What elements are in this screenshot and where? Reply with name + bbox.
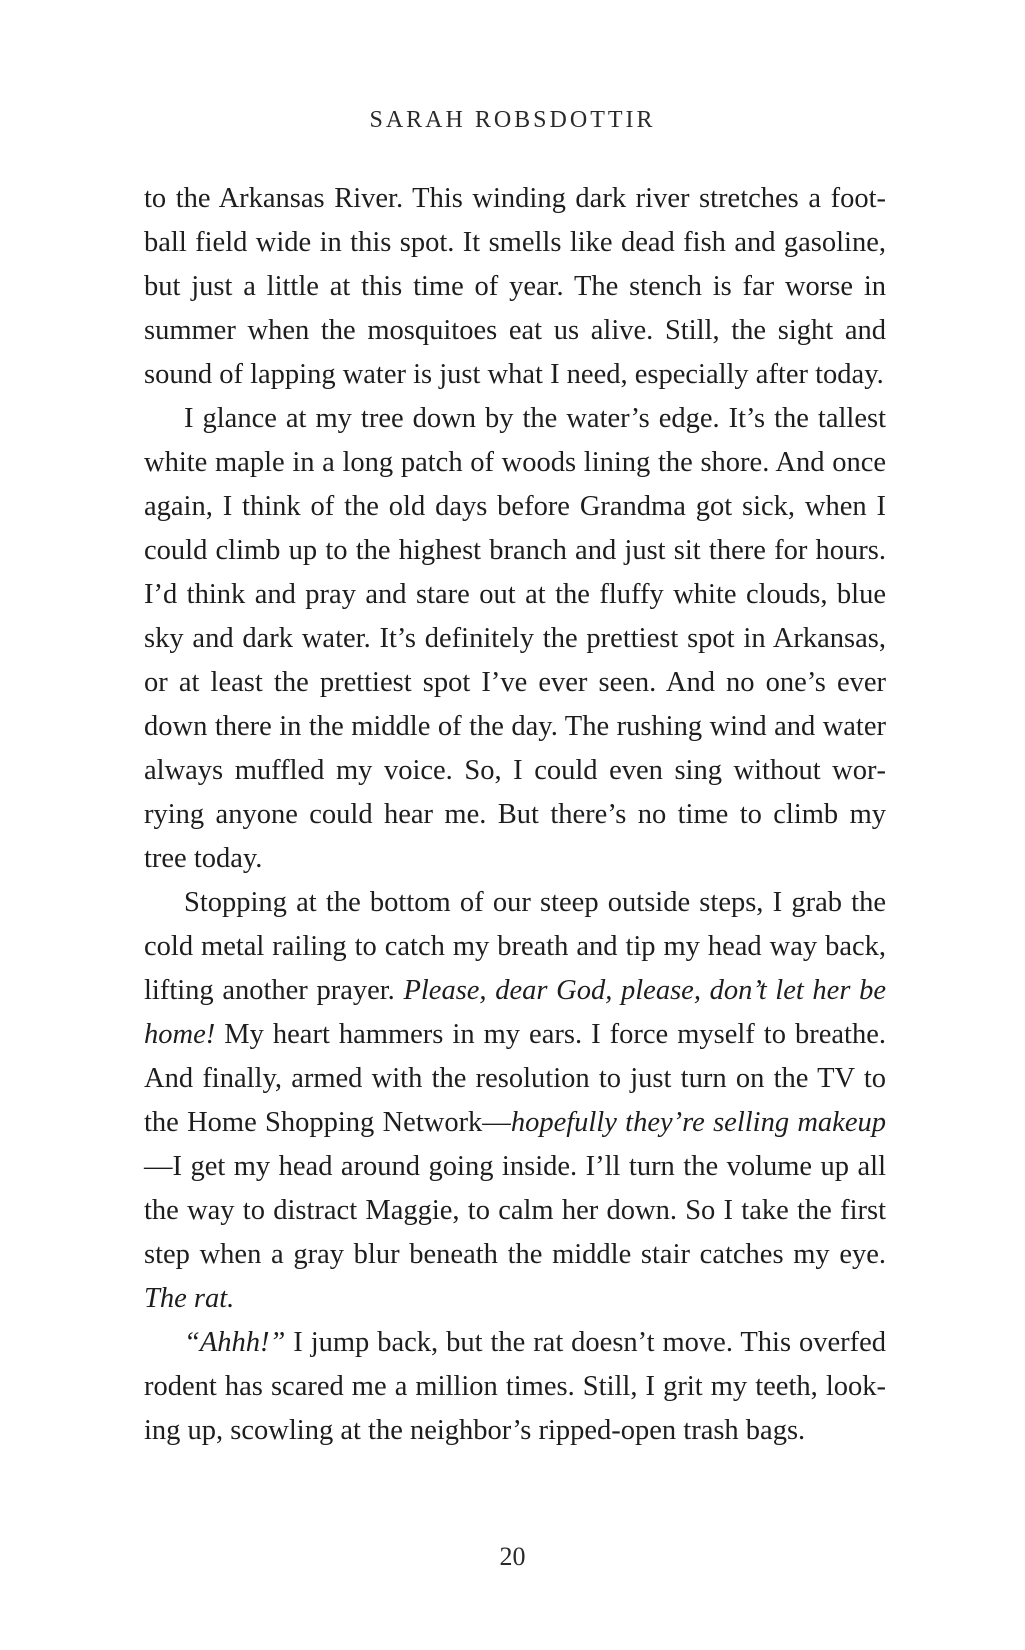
paragraph-3-text-c: My heart hammers in my ears. I force myself to breathe. And finally, armed with the resolution to just turn on the TV to the Home Shopping Network—: [144, 1019, 886, 1138]
paragraph-1: to the Arkansas River. This winding dark river stretches a football field wide in this spot. It smells like dead fish and gasoline, but just a little at this time of year. The stench is far worse in summer when the mosquitoes eat us alive. Still, the sight and sound of lapping water is just what I need, especially after today.: [144, 183, 886, 390]
paragraph-3: [144, 881, 886, 1321]
paragraph-4-text-b: I jump back, but the rat doesn’t move. This overfed rodent has scared me a million times. Still, I grit my teeth, looking up, scowling at the neighbor’s ripped-open trash bags.: [144, 1327, 886, 1446]
page-body: [144, 177, 886, 1453]
paragraph-3-rat-italic: The rat.: [144, 1283, 235, 1314]
paragraph-3-makeup-italic: hopefully they’re selling makeup: [510, 1107, 886, 1138]
paragraph-4-exclamation-italic: “Ahhh!”: [184, 1327, 286, 1358]
paragraph-3-prayer-italic: Please, dear God, please, don’t let her be home!: [144, 975, 886, 1050]
page-number: 20: [499, 1542, 526, 1571]
paragraph-3-text-e: —I get my head around going inside. I’ll turn the volume up all the way to distract Maggie, to calm her down. So I take the first step when a gray blur beneath the middle stair catches my eye.: [144, 1151, 886, 1270]
running-head: SARAH ROBSDOTTIR: [369, 107, 656, 133]
paragraph-4: [144, 1321, 886, 1453]
paragraph-3-text-a: Stopping at the bottom of our steep outside steps, I grab the cold metal railing to catch my breath and tip my head way back, lifting another prayer.: [144, 887, 886, 1006]
paragraph-2: I glance at my tree down by the water’s edge. It’s the tallest white maple in a long patch of woods lining the shore. And once again, I think of the old days before Grandma got sick, when I could climb up to the highest branch and just sit there for hours. I’d think and pray and stare out at the fluffy white clouds, blue sky and dark water. It’s definitely the prettiest spot in Arkansas, or at least the prettiest spot I’ve ever seen. And no one’s ever down there in the middle of the day. The rushing wind and water always muffled my voice. So, I could even sing without worrying anyone could hear me. But there’s no time to climb my tree today.: [144, 403, 886, 874]
